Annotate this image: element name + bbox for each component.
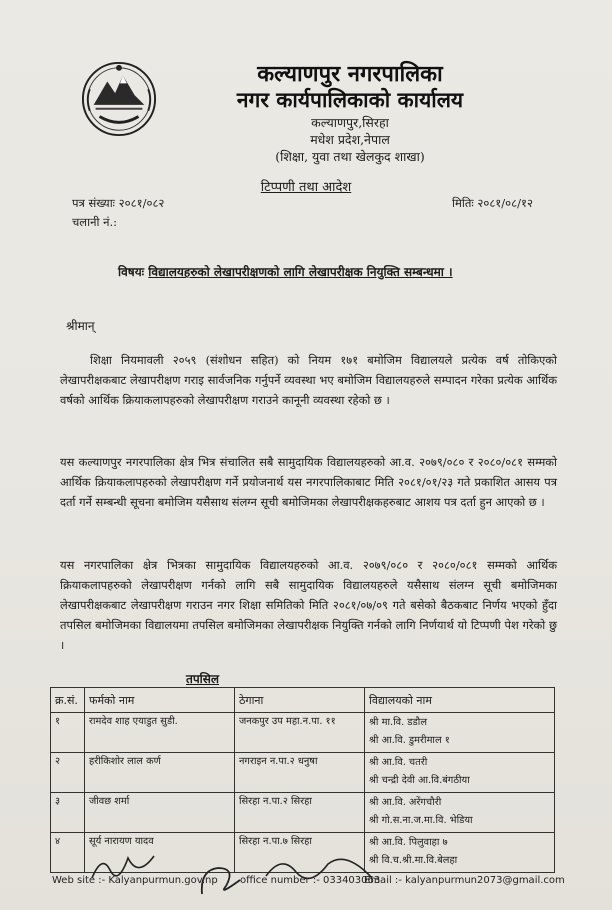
cell-schools: [365, 713, 555, 753]
table-row: [51, 793, 555, 833]
cell-address: सिरहा न.पा.२ सिरहा: [235, 793, 365, 833]
cell-schools: [365, 753, 555, 793]
document-type: टिप्पणी तथा आदेश: [260, 180, 352, 195]
cell-address: नगराइन न.पा.२ धनुषा: [235, 753, 365, 793]
table-title: तपसिल: [186, 672, 220, 686]
footer-website: Web site :- Kalyanpurmun.gov.np: [52, 875, 218, 886]
footer-email: Email :- kalyanpurmun2073@gmail.com: [364, 875, 565, 886]
school-name: श्री आ.वि. पिलुवाहा ७: [369, 837, 448, 848]
address-line-2: मधेश प्रदेश,नेपाल: [310, 132, 390, 147]
nepal-emblem-icon: [80, 60, 158, 138]
subject-line: [118, 263, 453, 280]
footer-office-number: office number :- 033403063: [240, 875, 381, 886]
cell-schools: [365, 833, 555, 873]
paragraph-2: यस कल्याणपुर नगरपालिका क्षेत्र भित्र संचालित सबै सामुदायिक विद्यालयहरुको आ.व. २०७९/०८० र २०८०/०८१ सम्मको आर्थिक क्रियाकलापहरुको लेखापरीक्षण गर्ने प्रयोजनार्थ यस नगरपालिकाबाट मिति २०८१/०१/२३ गते प्रकाशित आसय पत्र दर्ता गर्ने सम्बन्धी सूचना बमोजिम यसैसाथ संलग्न सूची बमोजिमका लेखापरीक्षकहरुबाट आशय पत्र दर्ता हुन आएको छ ।: [60, 455, 557, 509]
school-name: श्री आ.वि. अरेंगचौरी: [369, 797, 442, 808]
cell-firm: हरीकिशोर लाल कर्ण: [85, 753, 235, 793]
cell-address: सिरहा न.पा.७ सिरहा: [235, 833, 365, 873]
header-school: विद्यालयको नाम: [365, 688, 555, 713]
header-sn: क्र.सं.: [51, 688, 85, 713]
subject-text: विद्यालयहरुको लेखापरीक्षणको लागि लेखापरीक्षक नियुक्ति सम्बन्धमा ।: [148, 265, 453, 279]
table-header-row: [51, 688, 555, 713]
school-name: श्री गो.स.ना.ज.मा.वि. भेडिया: [369, 815, 473, 826]
school-name: श्री मा.वि. डडौल: [369, 717, 427, 728]
office-title: नगर कार्यपालिकाको कार्यालय: [236, 87, 464, 112]
header-firm: फर्मको नाम: [85, 688, 235, 713]
table-row: [51, 713, 555, 753]
office-name: कल्याणपुर नगरपालिका: [257, 61, 443, 87]
paragraph-1: शिक्षा नियमावली २०५९ (संशोधन सहित) को नियम १७१ बमोजिम विद्यालयले प्रत्येक वर्ष तोकिएको लेखापरीक्षकबाट लेखापरीक्षण गराइ सार्वजनिक गर्नुपर्ने व्यवस्था भए बमोजिम विद्यालयहरुले सम्पादन गरेका प्रत्येक आर्थिक वर्षको आर्थिक क्रियाकलापहरुको लेखापरीक्षण गराउने कानूनी व्यवस्था रहेको छ ।: [60, 353, 557, 407]
cell-address: जनकपुर उप महा.न.पा. ११: [235, 713, 365, 753]
salutation: श्रीमान्: [66, 319, 95, 333]
address-line-1: कल्याणपुर,सिरहा: [311, 115, 389, 130]
letter-date: मितिः २०८१/०८/१२: [452, 196, 533, 210]
cell-schools: [365, 793, 555, 833]
cell-firm: जीवछ शर्मा: [85, 793, 235, 833]
school-name: श्री चन्द्री देवी आ.वि.बंगठीया: [369, 775, 470, 786]
section-name: (शिक्षा, युवा तथा खेलकुद शाखा): [275, 149, 425, 164]
dispatch-number: चलानी नं.:: [72, 215, 118, 229]
header-address: ठेगाना: [235, 688, 365, 713]
subject-label: विषयः: [118, 265, 145, 279]
paragraph-3: यस नगरपालिका क्षेत्र भित्रका सामुदायिक विद्यालयहरुको आ.व. २०७९/०८० र २०८०/०८१ सम्मको आर्थिक क्रियाकलापहरुको लेखापरीक्षण गर्नको लागि सबै सामुदायिक विद्यालयहरुले यसैसाथ संलग्न सूची बमोजिमका लेखापरीक्षकबाट लेखापरीक्षण गराउन नगर शिक्षा समितिको मिति २०८१/०७/०९ गते बसेको बैठकबाट निर्णय भएको हुँदा तपसिल बमोजिमका विद्यालयमा तपसिल बमोजिमका लेखापरीक्षक नियुक्ति गर्नको लागि निर्णयार्थ यो टिप्पणी पेश गरेको छु ।: [60, 558, 557, 652]
cell-sn: २: [51, 753, 85, 793]
table-row: [51, 753, 555, 793]
auditor-table: [50, 687, 555, 873]
cell-sn: १: [51, 713, 85, 753]
cell-sn: ३: [51, 793, 85, 833]
school-name: श्री आ.वि. चतरी: [369, 757, 428, 768]
cell-firm: रामदेव शाह एयाडुत सुडी.: [85, 713, 235, 753]
cell-sn: ४: [51, 833, 85, 873]
school-name: श्री आ.वि. डुमरीमाल १: [369, 735, 450, 746]
school-name: श्री वि.च.श्री.मा.वि.बेलहा: [369, 855, 458, 866]
reference-number: पत्र संख्याः २०८१/०८२: [72, 196, 165, 210]
cell-firm: सूर्य नारायण यादव: [85, 833, 235, 873]
